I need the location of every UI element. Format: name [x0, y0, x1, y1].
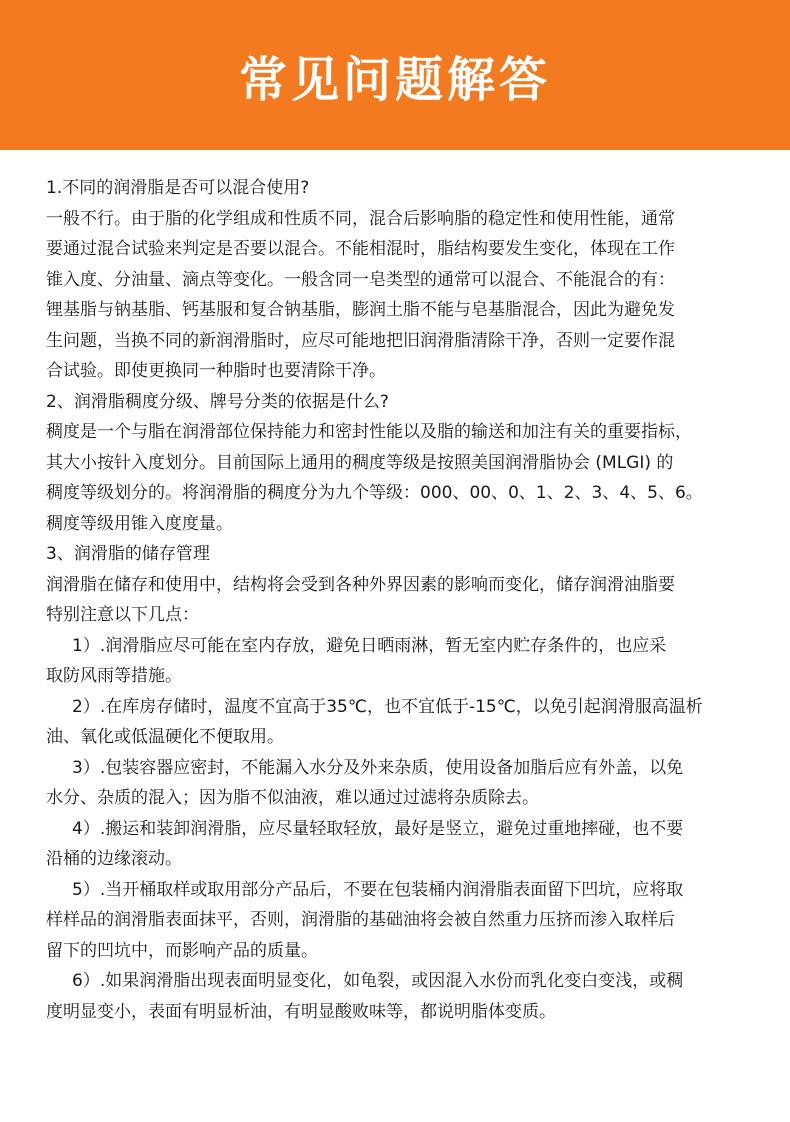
storage-point-5: 5）.当开桶取样或取用部分产品后，不要在包装桶内润滑脂表面留下凹坑，应将取	[72, 879, 684, 900]
storage-point-3-cont: 水分、杂质的混入；因为脂不似油液，难以通过过滤将杂质除去。	[46, 788, 539, 808]
faq-answer-line: 生问题，当换不同的新润滑脂时，应尽可能地把旧润滑脂清除干净，否则一定要作混	[46, 330, 675, 351]
faq-answer-line: 其大小按针入度划分。目前国际上通用的稠度等级是按照美国润滑脂协会 (MLGI) 的	[46, 452, 674, 473]
storage-point-5-cont: 样样品的润滑脂表面抹平，否则，润滑脂的基础油将会被自然重力压挤而渗入取样后	[46, 910, 675, 930]
faq-answer-line: 锥入度、分油量、滴点等变化。一般含同一皂类型的通常可以混合、不能混合的有：	[46, 269, 675, 290]
faq-question-2: 2、润滑脂稠度分级、牌号分类的依据是什么?	[46, 391, 389, 412]
page-title: 常见问题解答	[238, 51, 551, 108]
storage-point-4: 4）.搬运和装卸润滑脂，应尽量轻取轻放，最好是竖立，避免过重地摔碰，也不要	[72, 818, 684, 839]
storage-point-6-cont: 度明显变小，表面有明显析油，有明显酸败味等，都说明脂体变质。	[46, 1001, 556, 1022]
faq-question-3: 3、润滑脂的储存管理	[46, 544, 210, 564]
faq-answer-line: 锂基脂与钠基脂、钙基服和复合钠基脂，膨润土脂不能与皂基脂混合，因此为避免发	[46, 300, 675, 320]
faq-answer-line: 要通过混合试验来判定是否要以混合。不能相混时，脂结构要发生变化，体现在工作	[46, 239, 675, 259]
storage-point-1: 1）.润滑脂应尽可能在室内存放，避免日晒雨淋，暂无室内贮存条件的，也应采	[72, 635, 667, 656]
storage-point-4-cont: 沿桶的边缘滚动。	[46, 849, 182, 869]
faq-answer-line: 稠度等级划分的。将润滑脂的稠度分为九个等级：000、00、0、1、2、3、4、5、6。	[46, 483, 703, 503]
storage-point-2-cont: 油、氧化或低温硬化不便取用。	[46, 727, 284, 747]
faq-answer-line: 稠度是一个与脂在润滑部位保持能力和密封性能以及脂的输送和加注有关的重要指标，	[46, 422, 692, 442]
storage-point-6: 6）.如果润滑脂出现表面明显变化，如龟裂，或因混入水份而乳化变白变浅，或稠	[72, 971, 684, 991]
faq-answer-line: 稠度等级用锥入度度量。	[46, 513, 233, 534]
storage-point-3: 3）.包装容器应密封，不能漏入水分及外来杂质，使用设备加脂后应有外盖，以免	[72, 757, 684, 778]
faq-answer-line: 特别注意以下几点：	[46, 605, 199, 625]
header-banner	[0, 0, 790, 150]
storage-point-1-cont: 取防风雨等措施。	[46, 666, 182, 686]
faq-question-1: 1.不同的润滑脂是否可以混合使用?	[46, 178, 310, 198]
faq-answer-line: 润滑脂在储存和使用中，结构将会受到各种外界因素的影响而变化，储存润滑油脂要	[46, 574, 675, 595]
faq-answer-line: 合试验。即使更换同一种脂时也要清除干净。	[46, 361, 386, 381]
faq-content	[0, 150, 790, 1027]
faq-answer-line: 一般不行。由于脂的化学组成和性质不同，混合后影响脂的稳定性和使用性能，通常	[46, 208, 675, 229]
storage-point-2: 2）.在库房存储时，温度不宜高于35℃，也不宜低于-15℃，以免引起润滑服高温析	[72, 696, 703, 717]
storage-point-5-cont: 留下的凹坑中，而影响产品的质量。	[46, 940, 318, 961]
